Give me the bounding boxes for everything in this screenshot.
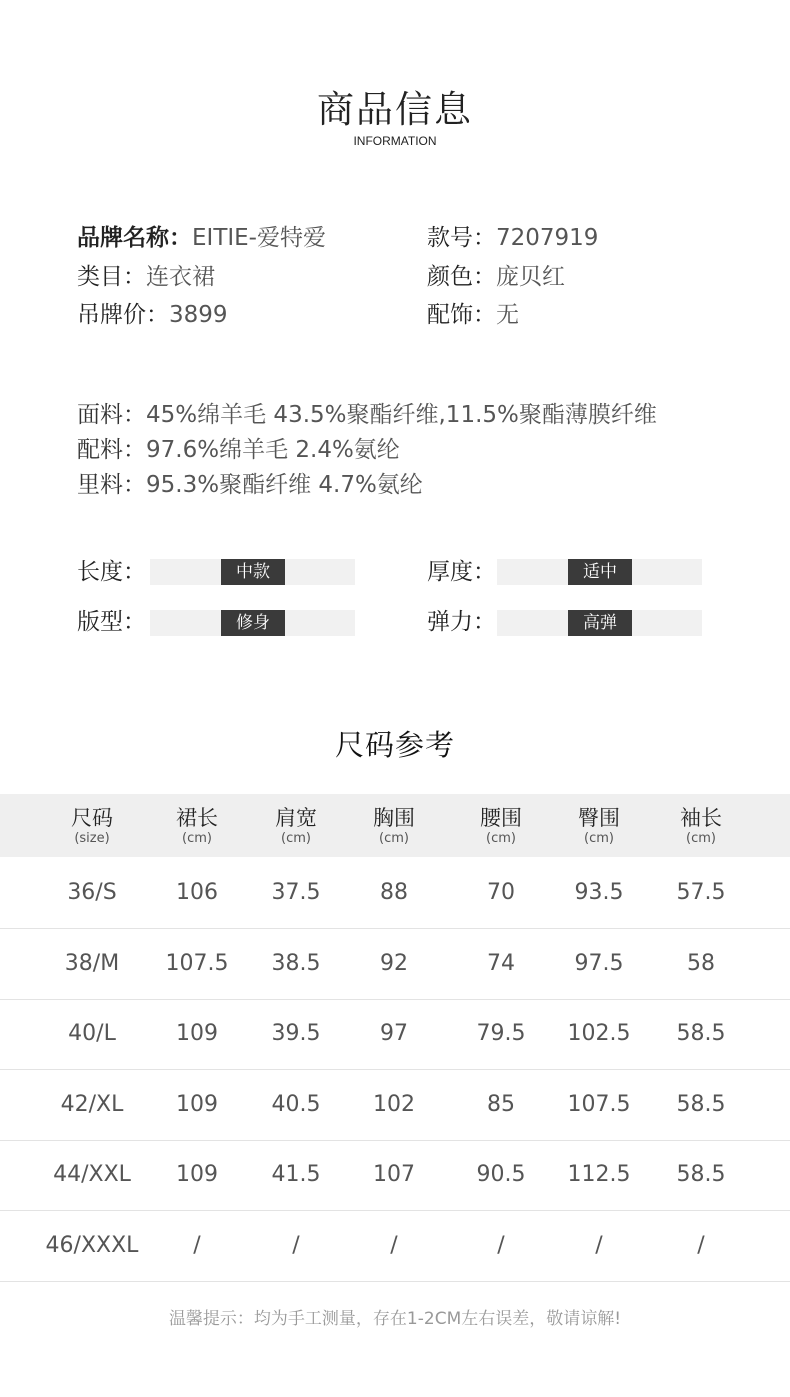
fabric-label: 面料： <box>77 402 146 428</box>
size-cell: 42/XL <box>60 1092 124 1117</box>
fabric-row <box>77 400 657 430</box>
thickness-label: 厚度： <box>427 559 496 585</box>
stretch-label: 弹力： <box>427 609 496 635</box>
column-header-unit: (cm) <box>686 831 716 846</box>
column-header-unit: (cm) <box>379 831 409 846</box>
column-header-unit: (cm) <box>584 831 614 846</box>
measurement-cell: 88 <box>380 880 408 905</box>
lining-value: 95.3%聚酯纤维 4.7%氨纶 <box>146 472 423 498</box>
column-header <box>544 794 654 857</box>
measurement-cell: 79.5 <box>476 1021 526 1046</box>
size-cell: 46/XXXL <box>45 1233 139 1258</box>
column-header-name: 裙长 <box>176 806 218 830</box>
measurement-cell: 109 <box>176 1092 218 1117</box>
price-row <box>77 300 228 330</box>
category-value: 连衣裙 <box>146 264 215 290</box>
table-row <box>0 1140 790 1211</box>
measurement-cell: 38.5 <box>271 951 321 976</box>
measurement-cell: 58 <box>687 951 715 976</box>
measurement-cell: 93.5 <box>574 880 624 905</box>
column-header <box>142 794 252 857</box>
size-chart-title: 尺码参考 <box>334 728 455 762</box>
size-cell: 36/S <box>67 880 117 905</box>
column-header <box>241 794 351 857</box>
column-header-name: 臀围 <box>578 806 620 830</box>
column-header-unit: (size) <box>74 831 110 846</box>
stretch-marker: 高弹 <box>568 610 632 636</box>
category-label: 类目： <box>77 264 146 290</box>
measurement-cell: 106 <box>176 880 218 905</box>
measurement-cell: 92 <box>380 951 408 976</box>
column-header <box>37 794 147 857</box>
measurement-cell: / <box>193 1233 201 1258</box>
category-row <box>77 262 215 292</box>
table-row <box>0 1211 790 1282</box>
measurement-cell: 57.5 <box>676 880 726 905</box>
measurement-cell: 112.5 <box>567 1162 631 1187</box>
price-label: 吊牌价： <box>77 302 169 328</box>
accessory-row <box>427 300 519 330</box>
brand-value: EITIE-爱特爱 <box>192 225 326 251</box>
table-row <box>0 1070 790 1141</box>
column-header <box>646 794 756 857</box>
style-no-value: 7207919 <box>496 225 599 251</box>
color-row <box>427 262 565 292</box>
style-no-row <box>427 223 598 253</box>
measurement-cell: 107.5 <box>567 1092 631 1117</box>
fit-scale <box>150 610 355 636</box>
trim-label: 配料： <box>77 437 146 463</box>
measurement-cell: 41.5 <box>271 1162 321 1187</box>
lining-label: 里料： <box>77 472 146 498</box>
measurement-cell: 58.5 <box>676 1092 726 1117</box>
measurement-cell: 109 <box>176 1021 218 1046</box>
table-row <box>0 929 790 1000</box>
column-header-name: 肩宽 <box>275 806 317 830</box>
trim-value: 97.6%绵羊毛 2.4%氨纶 <box>146 437 400 463</box>
length-scale <box>150 559 355 585</box>
column-header <box>446 794 556 857</box>
measurement-cell: / <box>390 1233 398 1258</box>
measurement-cell: / <box>292 1233 300 1258</box>
measurement-cell: 85 <box>487 1092 515 1117</box>
size-table-header <box>0 794 790 857</box>
size-cell: 38/M <box>64 951 120 976</box>
measurement-cell: / <box>697 1233 705 1258</box>
measurement-cell: 97 <box>380 1021 408 1046</box>
measurement-note: 温馨提示：均为手工测量，存在1-2CM左右误差，敬请谅解! <box>168 1309 622 1329</box>
accessory-value: 无 <box>496 302 519 328</box>
length-label: 长度： <box>77 559 146 585</box>
measurement-cell: 37.5 <box>271 880 321 905</box>
fit-label: 版型： <box>77 609 146 635</box>
brand-label: 品牌名称： <box>77 225 192 251</box>
table-row <box>0 858 790 929</box>
measurement-cell: 40.5 <box>271 1092 321 1117</box>
measurement-cell: 107 <box>373 1162 415 1187</box>
color-label: 颜色： <box>427 264 496 290</box>
column-header-unit: (cm) <box>486 831 516 846</box>
lining-row <box>77 470 423 500</box>
size-cell: 40/L <box>68 1021 116 1046</box>
measurement-cell: 102.5 <box>567 1021 631 1046</box>
fabric-value: 45%绵羊毛 43.5%聚酯纤维,11.5%聚酯薄膜纤维 <box>146 402 657 428</box>
size-cell: 44/XXL <box>53 1162 131 1187</box>
column-header-name: 胸围 <box>373 806 415 830</box>
fit-marker: 修身 <box>221 610 285 636</box>
stretch-scale <box>497 610 702 636</box>
price-value: 3899 <box>169 302 228 328</box>
measurement-cell: 107.5 <box>165 951 229 976</box>
measurement-cell: 58.5 <box>676 1162 726 1187</box>
measurement-cell: 90.5 <box>476 1162 526 1187</box>
measurement-cell: / <box>497 1233 505 1258</box>
accessory-label: 配饰： <box>427 302 496 328</box>
column-header-name: 袖长 <box>680 806 722 830</box>
table-row <box>0 999 790 1070</box>
measurement-cell: / <box>595 1233 603 1258</box>
style-no-label: 款号： <box>427 225 496 251</box>
column-header <box>339 794 449 857</box>
column-header-unit: (cm) <box>182 831 212 846</box>
column-header-name: 腰围 <box>480 806 522 830</box>
column-header-unit: (cm) <box>281 831 311 846</box>
measurement-cell: 102 <box>373 1092 415 1117</box>
header-title: 商品信息 <box>317 88 473 131</box>
brand-row <box>77 223 326 253</box>
measurement-cell: 109 <box>176 1162 218 1187</box>
measurement-cell: 97.5 <box>574 951 624 976</box>
length-marker: 中款 <box>221 559 285 585</box>
thickness-scale <box>497 559 702 585</box>
thickness-marker: 适中 <box>568 559 632 585</box>
measurement-cell: 39.5 <box>271 1021 321 1046</box>
column-header-name: 尺码 <box>71 806 113 830</box>
measurement-cell: 70 <box>487 880 515 905</box>
trim-row <box>77 435 400 465</box>
measurement-cell: 74 <box>487 951 515 976</box>
header-subtitle: INFORMATION <box>353 134 437 148</box>
color-value: 庞贝红 <box>496 264 565 290</box>
measurement-cell: 58.5 <box>676 1021 726 1046</box>
